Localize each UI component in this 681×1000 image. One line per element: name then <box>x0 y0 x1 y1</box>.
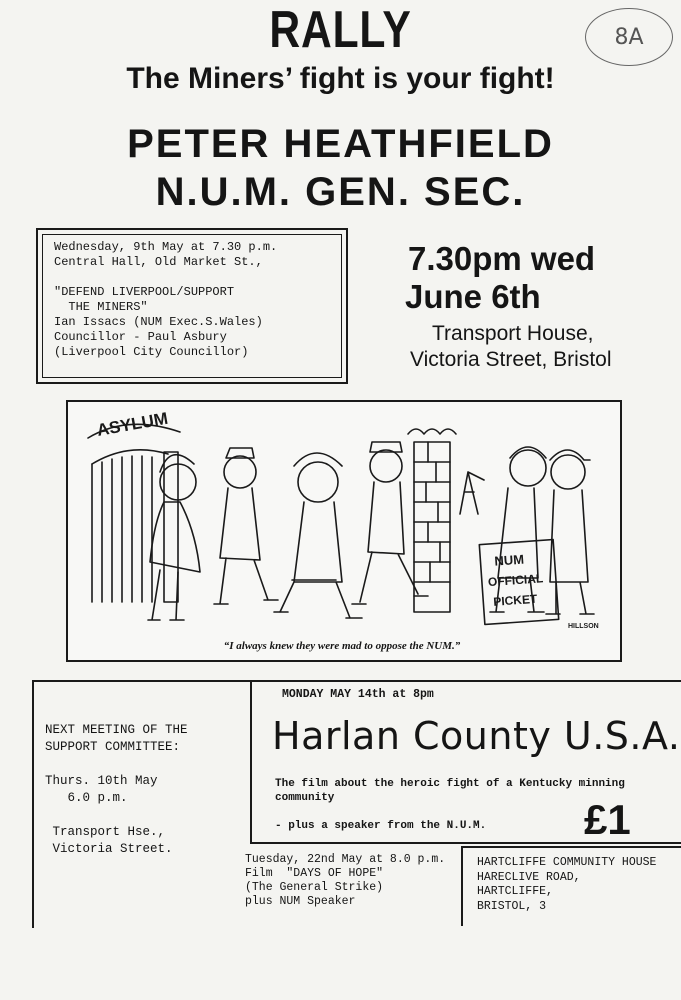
rally-venue-line1: Transport House, <box>432 322 594 345</box>
rally-date: June 6th <box>405 278 541 315</box>
days-of-hope-details: Tuesday, 22nd May at 8.0 p.m. Film "DAYS OF HOPE" (The General Strike) plus NUM Speaker <box>245 853 446 908</box>
hartcliffe-address-box <box>461 846 681 926</box>
placard-line1: NUM <box>493 551 525 569</box>
cartoon-illustration <box>66 400 622 662</box>
placard-line3: PICKET <box>492 591 538 609</box>
placard-line2: OFFICIAL <box>487 571 544 590</box>
speaker-name: PETER HEATHFIELD <box>127 122 554 166</box>
liverpool-meeting-box <box>36 228 348 384</box>
film-title: Harlan County U.S.A. <box>272 714 681 758</box>
rally-time: 7.30pm wed <box>408 240 596 277</box>
ticket-price: £1 <box>584 796 631 843</box>
asylum-sign-text: ASYLUM <box>95 408 170 440</box>
days-of-hope-box <box>243 848 455 926</box>
support-committee-panel <box>35 706 240 926</box>
support-committee-details: NEXT MEETING OF THE SUPPORT COMMITTEE: Thurs. 10th May 6.0 p.m. Transport Hse., Victoria Street. <box>45 723 188 856</box>
cartoonist-signature: HILLSON <box>568 623 599 630</box>
handwritten-page-mark: 8A <box>585 8 673 66</box>
hartcliffe-address: HARTCLIFFE COMMUNITY HOUSE HARECLIVE ROAD, HARTCLIFFE, BRISTOL, 3 <box>477 856 657 913</box>
film-description: The film about the heroic fight of a Kentucky minning community <box>275 778 625 804</box>
cartoon-caption: “I always knew they were mad to oppose the NUM.” <box>223 640 461 652</box>
film-date-line: MONDAY MAY 14th at 8pm <box>282 688 434 701</box>
rally-venue-line2: Victoria Street, Bristol <box>410 348 612 371</box>
film-speaker-note: - plus a speaker from the N.U.M. <box>275 820 487 832</box>
cartoon-drawing <box>68 402 620 660</box>
speaker-role: N.U.M. GEN. SEC. <box>155 170 526 214</box>
rally-heading: RALLY <box>269 1 412 59</box>
liverpool-meeting-details: Wednesday, 9th May at 7.30 p.m. Central Hall, Old Market St., "DEFEND LIVERPOOL/SUPPORT THE MINERS" Ian Issacs (NUM Exec.S.Wales) Councillor - Paul Asbury (Liverpool City Councillor) <box>54 240 278 359</box>
slogan: The Miners’ fight is your fight! <box>126 62 555 95</box>
